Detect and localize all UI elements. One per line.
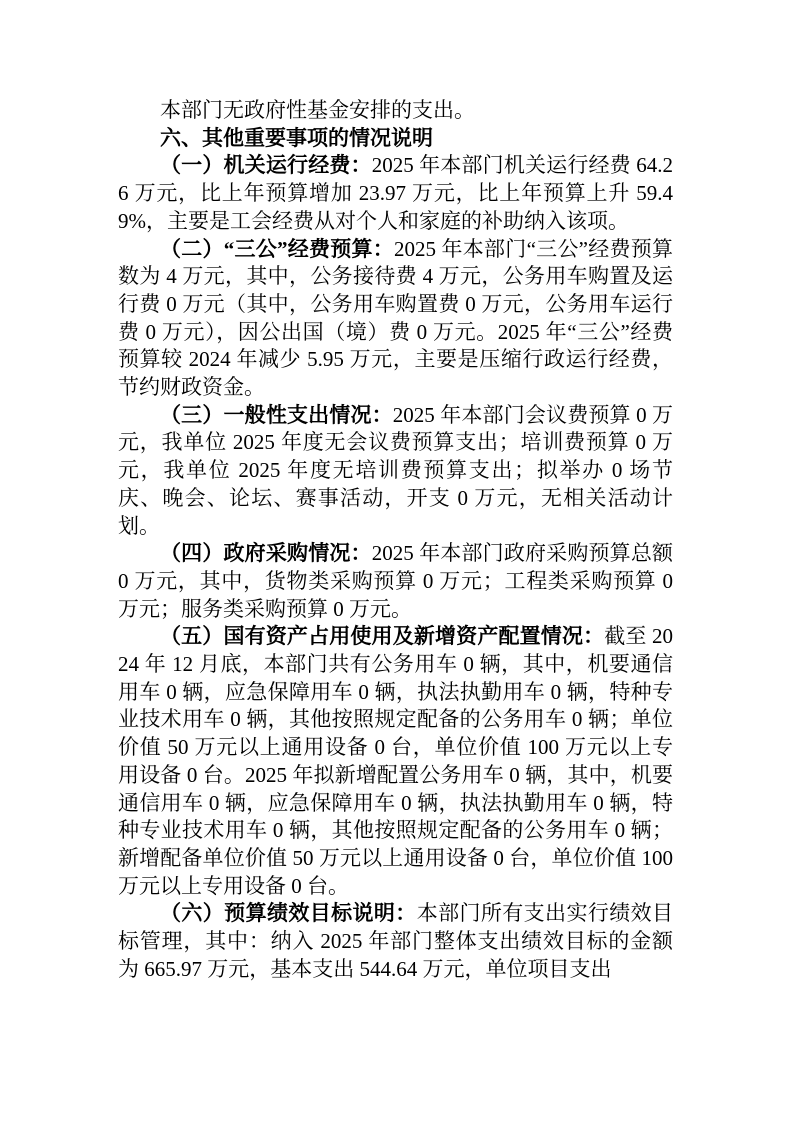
paragraph-lead: （六）预算绩效目标说明：: [160, 901, 417, 926]
section-heading-six: [118, 125, 673, 153]
paragraph-lead: （五）国有资产占用使用及新增资产配置情况：: [160, 624, 605, 649]
paragraph-operating-expense: [118, 152, 673, 235]
paragraph-government-procurement: [118, 540, 673, 623]
paragraph-text: 2025 年本部门会议费预算 0 万元，我单位 2025 年度无会议费预算支出；培训费预算 0 万元，我单位 2025 年度无培训费预算支出；拟举办 0 场节庆、晚会、论坛、赛事活动，开支 0 万元，无相关活动计划。: [118, 402, 674, 538]
paragraph-state-assets: [118, 623, 673, 900]
paragraph-no-gov-fund: [118, 97, 673, 125]
paragraph-lead: （一）机关运行经费：: [160, 153, 372, 178]
paragraph-three-public-budget: [118, 236, 673, 402]
paragraph-text: 2025 年本部门政府采购预算总额 0 万元，其中，货物类采购预算 0 万元；工程类采购预算 0 万元；服务类采购预算 0 万元。: [118, 541, 674, 621]
paragraph-text: 本部门无政府性基金安排的支出。: [160, 98, 475, 122]
paragraph-lead: （三）一般性支出情况：: [160, 402, 393, 427]
paragraph-performance-targets: [118, 900, 673, 983]
paragraph-text: 截至 2024 年 12 月底，本部门共有公务用车 0 辆，其中，机要通信用车 0 辆，应急保障用车 0 辆，执法执勤用车 0 辆，特种专业技术用车 0 辆，其他按照规定配备的公务用车 0 辆；单位价值 50 万元以上通用设备 0 台，单位价值 100 万元以上专用设备 0 台。2025 年拟新增配置公务用车 0 辆，其中，机要通信用车 0 辆，应急保障用车 0 辆，执法执勤用车 0 辆，特种专业技术用车 0 辆，其他按照规定配备的公务用车 0 辆；新增配备单位价值 50 万元以上通用设备 0 台，单位价值 100 万元以上专用设备 0 台。: [118, 624, 673, 898]
paragraph-lead: （二）“三公”经费预算：: [160, 236, 395, 261]
paragraph-text: 2025 年本部门“三公”经费预算数为 4 万元，其中，公务接待费 4 万元，公务用车购置及运行费 0 万元（其中，公务用车购置费 0 万元，公务用车运行费 0 万元），因公出国（境）费 0 万元。2025 年“三公”经费预算较 2024 年减少 5.95 万元，主要是压缩行政运行经费，节约财政资金。: [118, 236, 673, 400]
section-heading-text: 六、其他重要事项的情况说明: [160, 125, 433, 150]
paragraph-text: 2025 年本部门机关运行经费 64.26 万元，比上年预算增加 23.97 万元，比上年预算上升 59.49%，主要是工会经费从对个人和家庭的补助纳入该项。: [118, 153, 674, 233]
paragraph-general-expenditure: [118, 402, 673, 541]
paragraph-text: 本部门所有支出实行绩效目标管理，其中：纳入 2025 年部门整体支出绩效目标的金额为 665.97 万元，基本支出 544.64 万元，单位项目支出: [118, 901, 674, 981]
document-body: [118, 97, 673, 984]
paragraph-lead: （四）政府采购情况：: [160, 541, 372, 566]
